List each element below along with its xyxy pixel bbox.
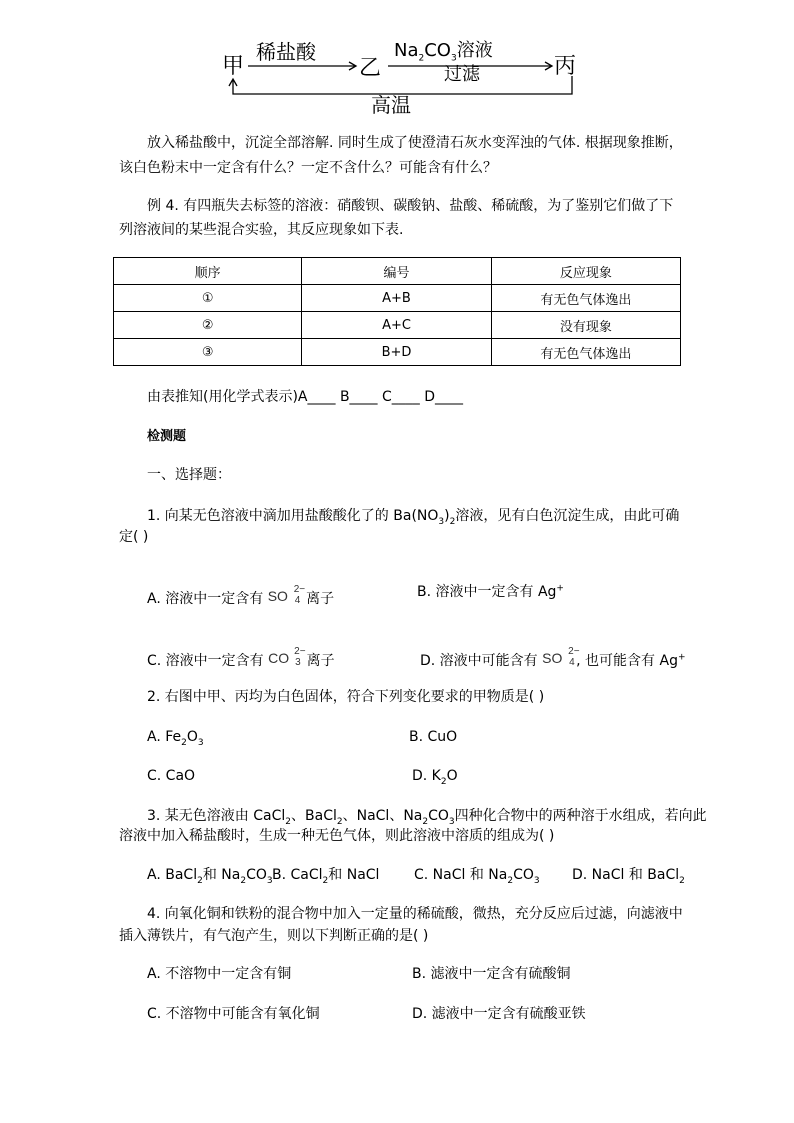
table-cell: 有无色气体逸出 [491, 285, 680, 312]
q4-option-c: C. 不溶物中可能含有氧化铜 [147, 1006, 320, 1022]
intro-line-2: 该白色粉末中一定含有什么？一定不含什么？可能含有什么？ [119, 160, 497, 176]
q2-option-d: D. $K_2O$ [412, 768, 458, 787]
q3-option-b: B. CaCl$_2$和 NaCl [272, 867, 380, 886]
q2-option-a: A. $Fe_2O_3$ [147, 729, 204, 748]
q3-option-d: D. NaCl 和 BaCl$_2$ [572, 867, 685, 886]
part-title: 一、选择题： [147, 467, 231, 483]
reaction-table [113, 257, 681, 366]
section-title: 检测题 [147, 429, 187, 444]
process-label-filter: 过滤 [444, 64, 480, 85]
table-header: 编号 [302, 258, 491, 285]
q1-stem-line-1: 1. 向某无色溶液中滴加用盐酸酸化了的 $Ba(NO_3)_2$溶液，见有白色沉淀生成，由此可确 [147, 508, 680, 527]
q3-stem-line-1: 3. 某无色溶液由 CaCl$_2$、BaCl$_2$、NaCl、$Na_2CO_3$四种化合物中的两种溶于水组成，若向此 [147, 808, 707, 827]
sulfate-ion: SO 2− 4 [267, 584, 306, 606]
table-cell: ① [114, 285, 302, 312]
q4-option-d: D. 滤液中一定含有硫酸亚铁 [412, 1006, 586, 1022]
q1-option-b: B. 溶液中一定含有 Ag+ [417, 583, 564, 600]
example4-line-1: 例 4. 有四瓶失去标签的溶液：硝酸钡、碳酸钠、盐酸、稀硫酸，为了鉴别它们做了下 [147, 198, 674, 214]
table-cell: A+C [302, 312, 491, 339]
q4-option-b: B. 滤液中一定含有硫酸铜 [412, 966, 571, 982]
sulfate-ion: SO 2− 4 [542, 646, 580, 668]
table-row [114, 312, 681, 339]
table-header: 反应现象 [491, 258, 680, 285]
condition-label-heat: 高温 [371, 93, 411, 117]
reagent-label-na2co3: $Na_2CO_3$溶液 [394, 40, 493, 64]
table-row [114, 339, 681, 366]
table-header: 顺序 [114, 258, 302, 285]
q4-option-a: A. 不溶物中一定含有铜 [147, 966, 292, 982]
q3-option-c: C. NaCl 和 $Na_2CO_3$ [414, 867, 540, 886]
table-cell: ② [114, 312, 302, 339]
q3-stem-line-2: 溶液中加入稀盐酸时，生成一种无色气体，则此溶液中溶质的组成为( ) [119, 828, 555, 844]
table-header-row [114, 258, 681, 285]
q4-stem-line-1: 4. 向氧化铜和铁粉的混合物中加入一定量的稀硫酸，微热，充分反应后过滤，向滤液中 [147, 906, 683, 922]
table-cell: 没有现象 [491, 312, 680, 339]
table-cell: ③ [114, 339, 302, 366]
arrow-return [233, 76, 572, 94]
intro-line-1: 放入稀盐酸中，沉淀全部溶解. 同时生成了使澄清石灰水变浑浊的气体. 根据现象推断， [147, 135, 683, 151]
q2-option-c: C. CaO [147, 768, 196, 784]
q2-option-b: B. CuO [409, 729, 458, 745]
q4-stem-line-2: 插入薄铁片，有气泡产生，则以下判断正确的是( ) [119, 928, 429, 944]
q1-option-d: D. 溶液中可能含有 SO 2− 4 , 也可能含有 Ag+ [420, 646, 686, 669]
substance-jia: 甲 [222, 54, 245, 79]
q1-option-a: A. 溶液中一定含有 SO 2− 4 离子 [147, 584, 335, 607]
example4-line-2: 列溶液间的某些混合实验，其反应现象如下表. [119, 222, 404, 238]
substance-bing: 丙 [554, 54, 577, 79]
reagent-label-hcl: 稀盐酸 [256, 40, 316, 64]
substance-yi: 乙 [359, 56, 382, 81]
q1-stem-line-2: 定( ) [119, 529, 149, 545]
q1-option-c: C. 溶液中一定含有 CO 2− 3 离子 [147, 646, 335, 669]
q3-option-a: A. BaCl$_2$和 $Na_2CO_3$ [147, 867, 273, 886]
table-cell: A+B [302, 285, 491, 312]
table-cell: 有无色气体逸出 [491, 339, 680, 366]
table-cell: B+D [302, 339, 491, 366]
table-row [114, 285, 681, 312]
inference-line: 由表推知(用化学式表示)A____ B____ C____ D____ [147, 389, 464, 405]
q2-stem: 2. 右图中甲、丙均为白色固体，符合下列变化要求的甲物质是( ) [147, 689, 545, 705]
carbonate-ion: CO 2− 3 [268, 646, 306, 668]
